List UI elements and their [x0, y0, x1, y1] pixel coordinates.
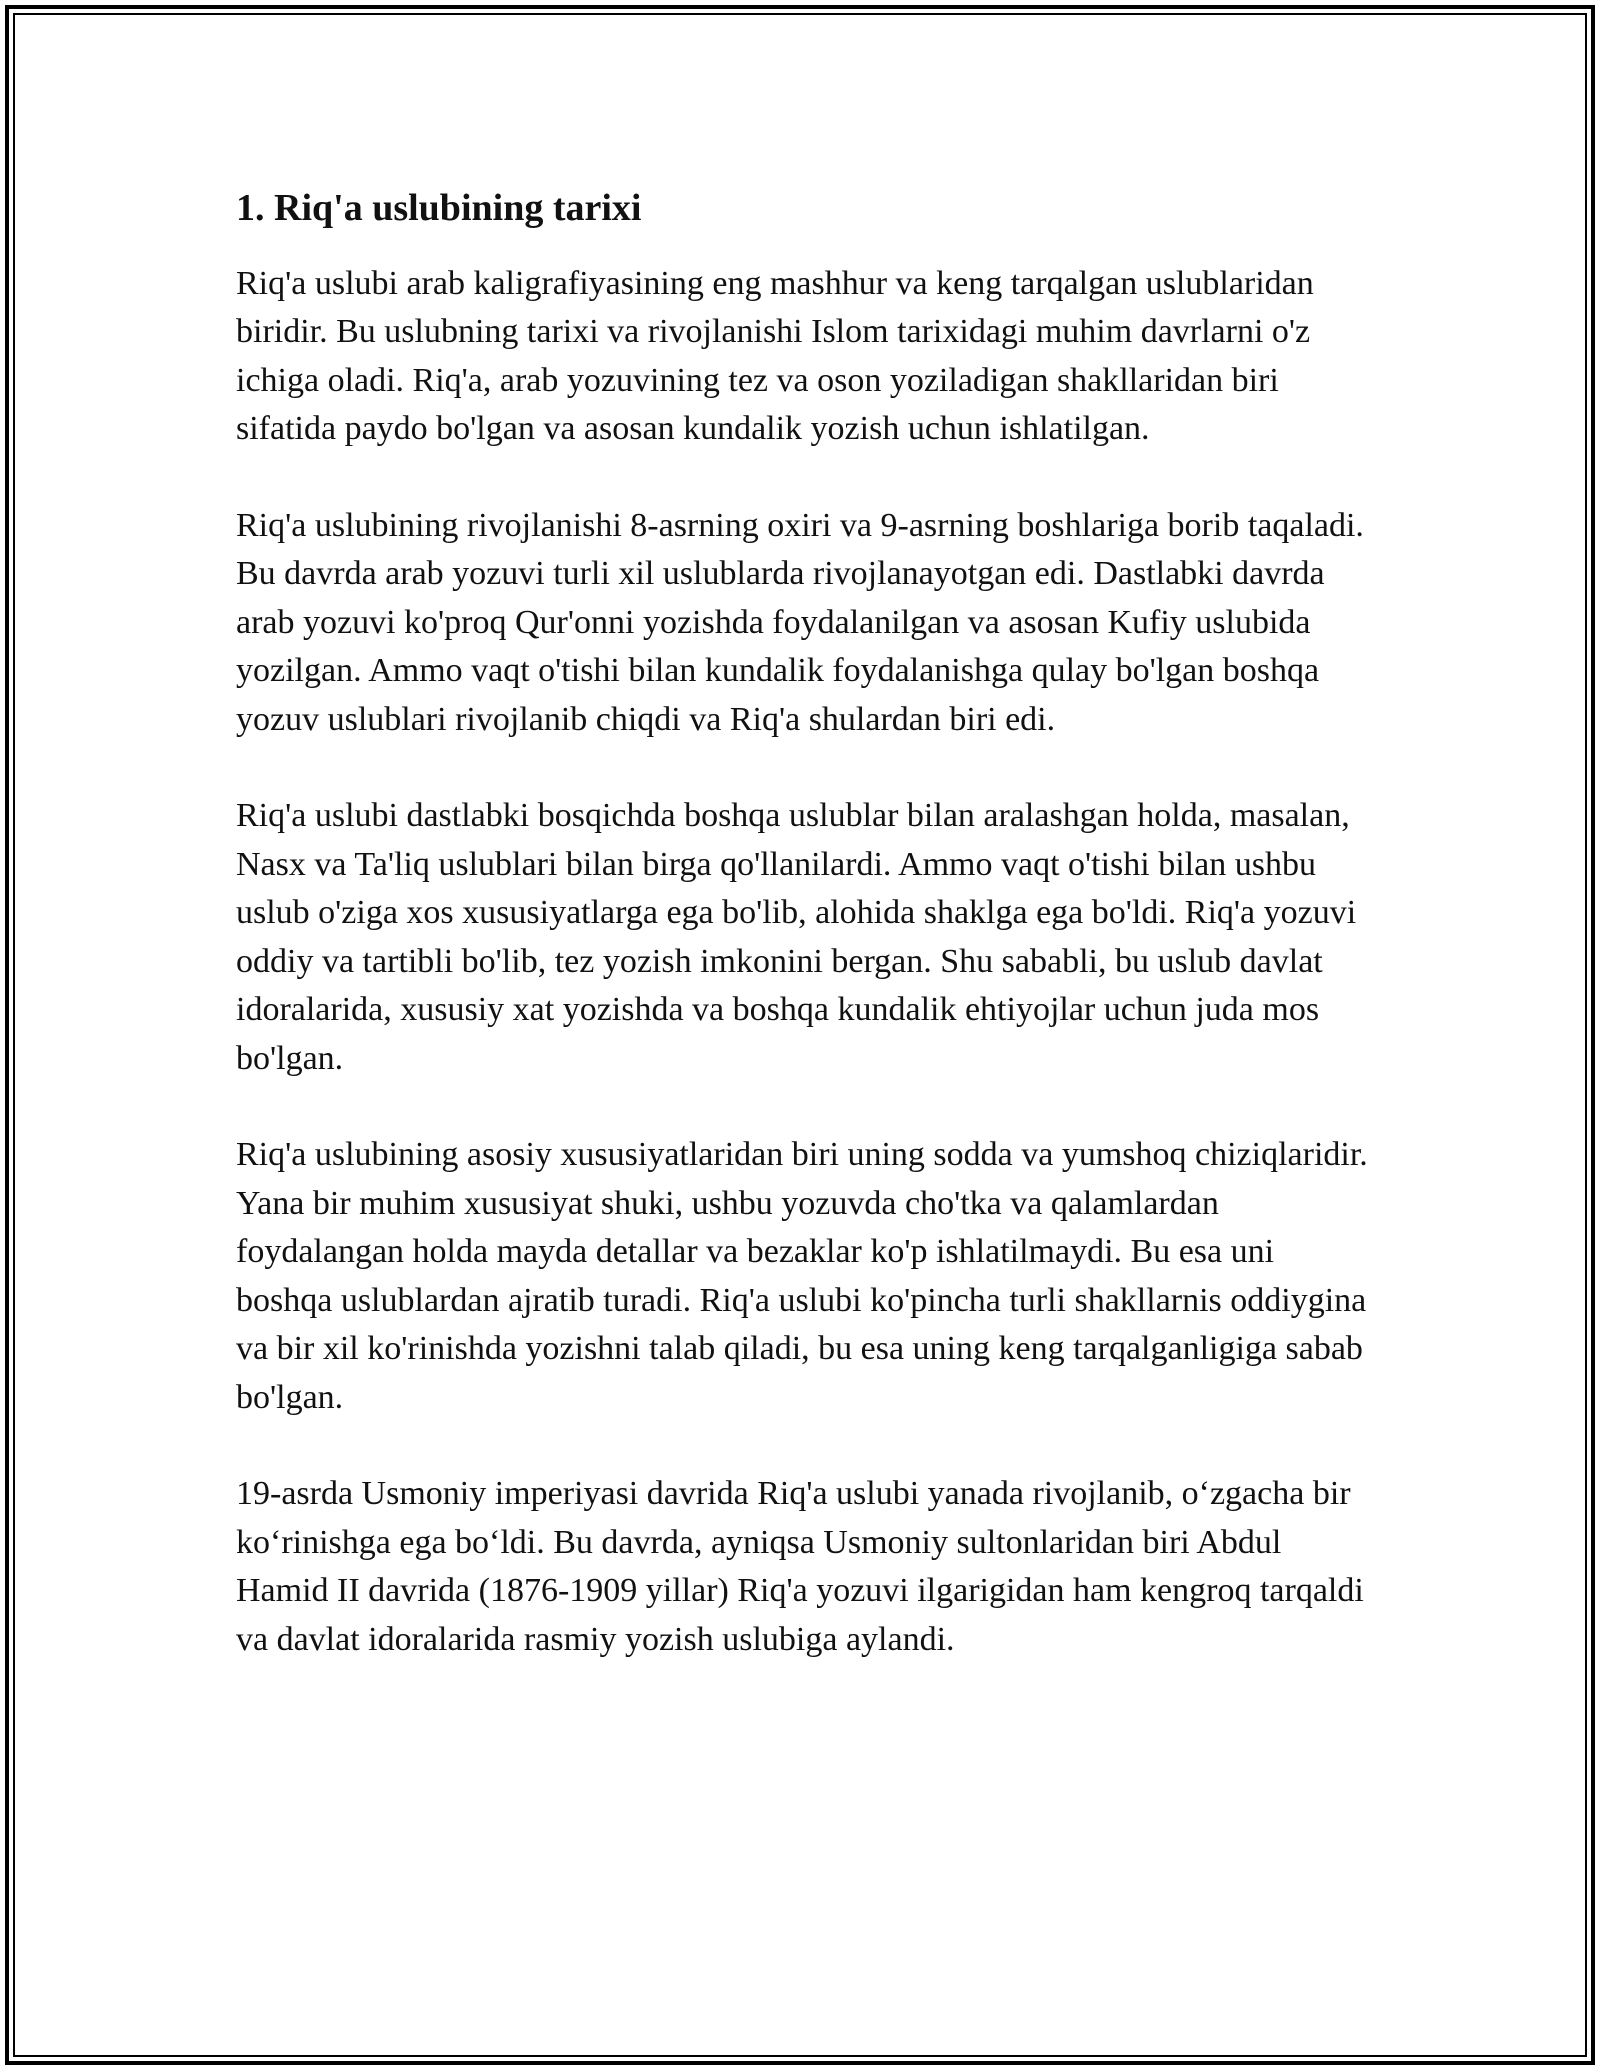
paragraph-4: Riq'a uslubining asosiy xususiyatlaridan biri uning sodda va yumshoq chiziqlaridir. Yana bir muhim xususiyat shuki, ushbu yozuvda cho'tka va qalamlardan foydalangan holda mayda detallar va bezaklar ko'p ishlatilmaydi. Bu esa uni boshqa uslublardan ajratib turadi. Riq'a uslubi ko'pincha turli shakllarnis oddiygina va bir xil ko'rinishda yozishni talab qiladi, bu esa uning keng tarqalganligiga sabab bo'lgan. — [236, 1136, 1368, 1416]
paragraph-1: Riq'a uslubi arab kaligrafiyasining eng mashhur va keng tarqalgan uslublaridan biridir. Bu uslubning tarixi va rivojlanishi Islom tarixidagi muhim davrlarni o'z ichiga oladi. Riq'a, arab yozuvining tez va oson yoziladigan shakllaridan biri sifatida paydo bo'lgan va asosan kundalik yozish uchun ishlatilgan. — [236, 264, 1314, 448]
paragraph-5: 19-asrda Usmoniy imperiyasi davrida Riq'a uslubi yanada rivojlanib, o‘zgacha bir ko‘rinishga ega bo‘ldi. Bu davrda, ayniqsa Usmoniy sultonlaridan biri Abdul Hamid II davrida (1876-1909 yillar) Riq'a yozuvi ilgarigidan ham kengroq tarqaldi va davlat idoralarida rasmiy yozish uslubiga aylandi. — [236, 1475, 1364, 1658]
paragraph-2: Riq'a uslubining rivojlanishi 8-asrning oxiri va 9-asrning boshlariga borib taqaladi. Bu davrda arab yozuvi turli xil uslublarda rivojlanayotgan edi. Dastlabki davrda arab yozuvi ko'proq Qur'onni yozishda foydalanilgan va asosan Kufiy uslubida yozilgan. Ammo vaqt o'tishi bilan kundalik foydalanishga qulay bo'lgan boshqa yozuv uslublari rivojlanib chiqdi va Riq'a shulardan biri edi. — [236, 506, 1364, 738]
section-heading: 1. Riq'a uslubining tarixi — [236, 187, 642, 229]
paragraph-3: Riq'a uslubi dastlabki bosqichda boshqa uslublar bilan aralashgan holda, masalan, Nasx va Ta'liq uslublari bilan birga qo'llanilardi. Ammo vaqt o'tishi bilan ushbu uslub o'ziga xos xususiyatlarga ega bo'lib, alohida shaklga ega bo'ldi. Riq'a yozuvi oddiy va tartibli bo'lib, tez yozish imkonini bergan. Shu sababli, bu uslub davlat idoralarida, xususiy xat yozishda va boshqa kundalik ehtiyojlar uchun juda mos bo'lgan. — [236, 797, 1357, 1077]
document-body — [236, 186, 1376, 1712]
